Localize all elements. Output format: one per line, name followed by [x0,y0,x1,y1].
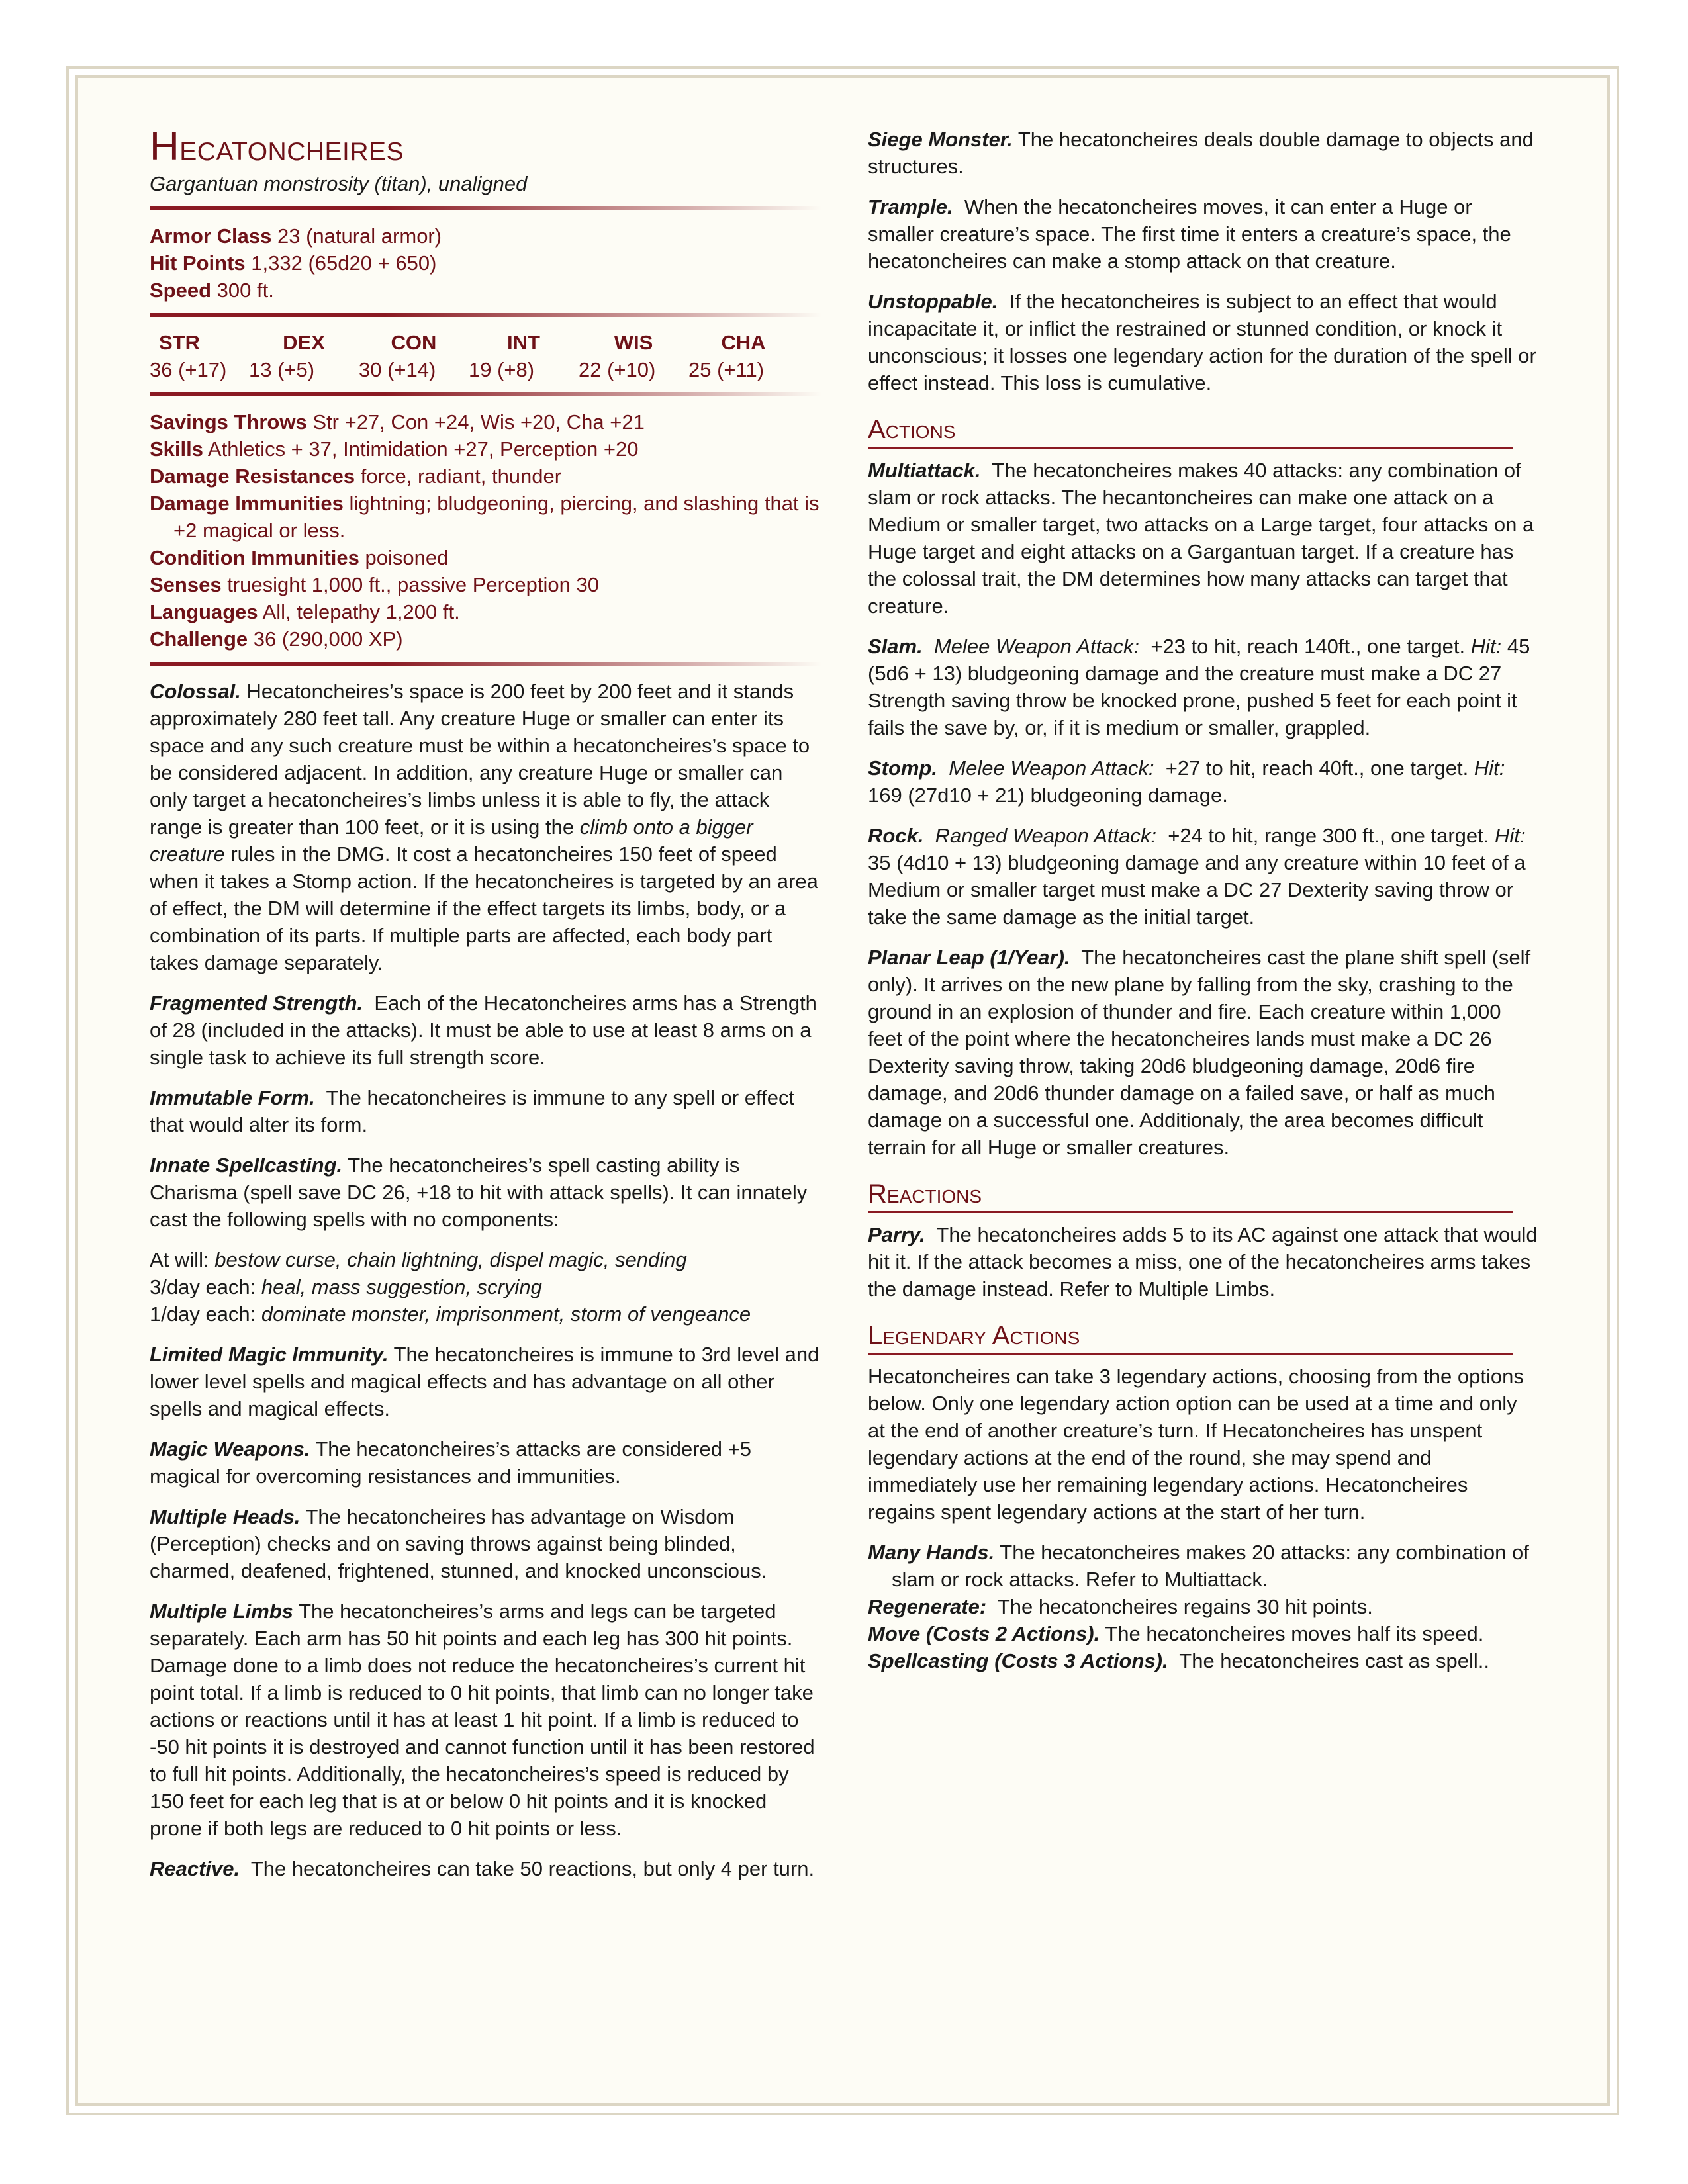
ability-scores [150,356,821,383]
spell-line: 1/day each: dominate monster, imprisonment, storm of vengeance [150,1302,751,1326]
skills: Skills Athletics + 37, Intimidation +27, Perception +20 [150,437,639,461]
trait-limited-magic-immunity: Limited Magic Immunity. The hecatoncheires is immune to 3rd level and lower level spells and magical effects and has advantage on all other spells and magical effects. [150,1343,820,1420]
languages: Languages All, telepathy 1,200 ft. [150,600,460,623]
trait-magic-weapons: Magic Weapons. The hecatoncheires’s attacks are considered +5 magical for overcoming resistances and immunities. [150,1437,751,1488]
ability-score: 22 (+10) [579,358,656,381]
legendary-item: Many Hands. The hecatoncheires makes 20 attacks: any combination of slam or rock attacks. Refer to Multiattack. [868,1541,1529,1591]
ability-name: WIS [614,331,653,354]
trait-innate-spellcasting: Innate Spellcasting. The hecatoncheires’s spell casting ability is Charisma (spell save DC 26, +18 to hit with attack spells). It can innately cast the following spells with no components: [150,1154,808,1231]
trait-multiple-heads: Multiple Heads. The hecatoncheires has advantage on Wisdom (Perception) checks and on saving throws against being blinded, charmed, deafened, frightened, stunned, and knocked unconscious. [150,1505,767,1582]
legendary-intro: Hecatoncheires can take 3 legendary actions, choosing from the options below. Only one legendary action option can be used at a time and only at the end of another creature’s turn. If Hecatoncheires has unspent legendary actions at the end of the round, she may spend and immediately use her remaining legendary actions. Hecatoncheires regains spent legendary actions at the start of her turn. [868,1365,1524,1524]
divider [150,206,821,210]
ability-name: INT [507,331,540,354]
saving-throws: Savings Throws Str +27, Con +24, Wis +20, Cha +21 [150,410,645,433]
reaction-parry: Parry. The hecatoncheires adds 5 to its AC against one attack that would hit it. If the attack becomes a miss, one of the hecatoncheires arms takes the damage instead. Refer to Multiple Limbs. [868,1223,1538,1300]
monster-type: Gargantuan monstrosity (titan), unaligned [150,172,528,195]
ability-score: 13 (+5) [249,358,315,381]
trait-immutable-form: Immutable Form. The hecatoncheires is immune to any spell or effect that would alter its form. [150,1086,795,1136]
monster-name: Hecatoncheires [150,124,404,169]
damage-immunities: Damage Immunities lightning; bludgeoning, piercing, and slashing that is +2 magical or less. [150,492,820,542]
ability-name: STR [159,331,200,354]
left-column [150,126,821,1895]
action-slam: Slam. Melee Weapon Attack: +23 to hit, reach 140ft., one target. Hit: 45 (5d6 + 13) bludgeoning damage and the creature must make a DC 27 Strength saving throw be knocked prone, pushed 5 feet for each point it fails the save by, or, if it is medium or smaller, grappled. [868,635,1530,739]
damage-resistances: Damage Resistances force, radiant, thunder [150,465,562,488]
spell-line: 3/day each: heal, mass suggestion, scrying [150,1275,542,1298]
legendary-item: Spellcasting (Costs 3 Actions). The hecatoncheires cast as spell.. [868,1649,1489,1672]
challenge: Challenge 36 (290,000 XP) [150,627,403,651]
legendary-item: Regenerate: The hecatoncheires regains 30 hit points. [868,1595,1373,1618]
legendary-actions-heading: Legendary Actions [868,1320,1513,1355]
ability-name: DEX [283,331,325,354]
divider [150,392,821,396]
trait-multiple-limbs: Multiple Limbs The hecatoncheires’s arms and legs can be targeted separately. Each arm has 50 hit points and each leg has 300 hit points. Damage done to a limb does not reduce the hecatoncheires’s current hit point total. If a limb is reduced to 0 hit points, that limb can no longer take actions or reactions until it has at least 1 hit point. If a limb is reduced to -50 hit points it is destroyed and cannot function until it has been restored to full hit points. Additionally, the hecatoncheires’s speed is reduced by 150 feet for each leg that is at or below 0 hit points and it is knocked prone if both legs are reduced to 0 hit points or less. [150,1600,815,1840]
ability-score: 19 (+8) [469,358,535,381]
condition-immunities: Condition Immunities poisoned [150,546,449,569]
trait-unstoppable: Unstoppable. If the hecatoncheires is subject to an effect that would incapacitate it, or inflict the restrained or stunned condition, or knock it unconscious; it losses one legendary action for the duration of the spell or effect instead. This loss is cumulative. [868,290,1536,394]
action-planar-leap: Planar Leap (1/Year). The hecatoncheires cast the plane shift spell (self only). It arrives on the new plane by falling from the sky, crashing to the ground in an explosion of thunder and fire. Each creature within 1,000 feet of the point where the hecatoncheires lands must make a DC 26 Dexterity saving throw, taking 20d6 bludgeoning damage, 20d6 fire damage, and 20d6 thunder damage on a failed save, or half as much damage on a successful one. Additionaly, the area becomes difficult terrain for all Huge or smaller creatures. [868,946,1531,1159]
trait-trample: Trample. When the hecatoncheires moves, it can enter a Huge or smaller creature’s space. The first time it enters a creature’s space, the hecatoncheires can make a stomp attack on that creature. [868,195,1511,273]
trait-fragmented-strength: Fragmented Strength. Each of the Hecatoncheires arms has a Strength of 28 (included in the attacks). It must be able to use at least 8 arms on a single task to achieve its full strength score. [150,991,817,1069]
spell-list [150,1246,821,1328]
divider [150,662,821,666]
reactions-heading: Reactions [868,1178,1513,1213]
action-stomp: Stomp. Melee Weapon Attack: +27 to hit, reach 40ft., one target. Hit: 169 (27d10 + 21) bludgeoning damage. [868,756,1505,807]
ability-name: CHA [721,331,766,354]
trait-colossal: Colossal. Hecatoncheires’s space is 200 feet by 200 feet and it stands approximately 280 feet tall. Any creature Huge or smaller can enter its space and any such creature must be within a hecatoncheires’s space to be considered adjacent. In addition, any creature Huge or smaller can only target a hecatoncheires’s limbs unless it is able to fly, the attack range is greater than 100 feet, or it is using the climb onto a bigger creature rules in the DMG. It cost a hecatoncheires 150 feet of speed when it takes a Stomp action. If the hecatoncheires is targeted by an area of effect, the DM will determine if the effect targets its limbs, body, or a combination of its parts. If multiple parts are affected, each body part takes damage separately. [150,680,818,974]
hit-points: Hit Points 1,332 (65d20 + 650) [150,251,437,275]
action-multiattack: Multiattack. The hecatoncheires makes 40 attacks: any combination of slam or rock attacks. The hecantoncheires can make one attack on a Medium or smaller target, two attacks on a Large target, four attacks on a Huge target and eight attacks on a Gargantuan target. If a creature has the colossal trait, the DM determines how many attacks can target that creature. [868,459,1534,617]
ability-score: 36 (+17) [150,358,227,381]
divider [150,313,821,317]
senses: Senses truesight 1,000 ft., passive Perception 30 [150,573,599,596]
right-column [868,126,1540,1674]
trait-siege-monster: Siege Monster. The hecatoncheires deals double damage to objects and structures. [868,128,1534,178]
speed: Speed 300 ft. [150,279,274,302]
armor-class: Armor Class 23 (natural armor) [150,224,442,248]
ability-headers [150,329,821,356]
spell-line: At will: bestow curse, chain lightning, dispel magic, sending [150,1248,687,1271]
legendary-item: Move (Costs 2 Actions). The hecatoncheires moves half its speed. [868,1622,1484,1645]
ability-name: CON [391,331,437,354]
ability-score: 30 (+14) [359,358,436,381]
action-rock: Rock. Ranged Weapon Attack: +24 to hit, range 300 ft., one target. Hit: 35 (4d10 + 13) bludgeoning damage and any creature within 10 feet of a Medium or smaller target must make a DC 27 Dexterity saving throw or take the same damage as the initial target. [868,824,1526,929]
actions-heading: Actions [868,414,1513,449]
trait-reactive: Reactive. The hecatoncheires can take 50 reactions, but only 4 per turn. [150,1857,815,1880]
ability-score: 25 (+11) [688,358,765,381]
